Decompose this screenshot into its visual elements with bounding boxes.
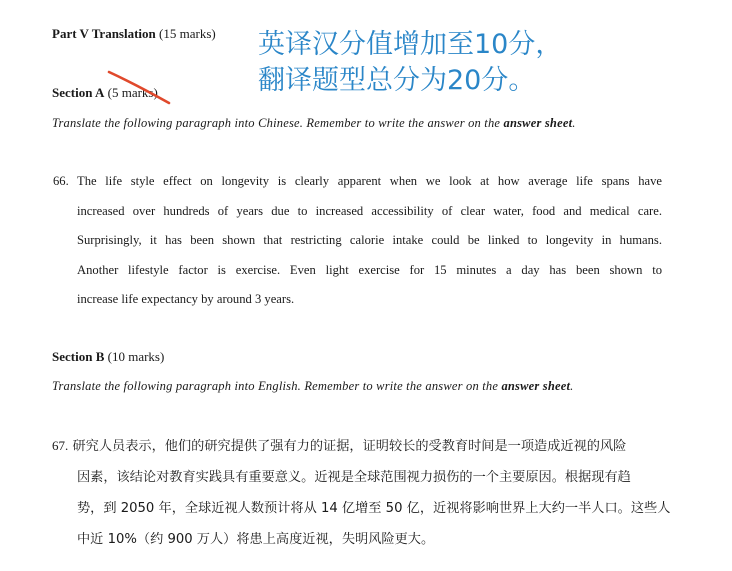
q67-line	[52, 430, 664, 462]
section-a-instruction-text: Translate the following paragraph into Chinese. Remember to write the answer on the	[52, 116, 501, 130]
q66-line: increase life expectancy by around 3 years.	[77, 292, 295, 306]
q67-line: 势，到 2050 年，全球近视人数预计将从 14 亿增至 50 亿，近视将影响世界上大约一半人口。这些人	[77, 501, 671, 516]
annotation-line-1: 英译汉分值增加至10分，	[258, 29, 563, 60]
q67-line: 因素，该结论对教育实践具有重要意义。近视是全球范围视力损伤的一个主要原因。根据现有趋	[77, 470, 631, 485]
section-a-answer-sheet: answer sheet	[503, 116, 573, 130]
q66-line: increased over hundreds of years due to increased accessibility of clear water, food and medical care.	[77, 203, 662, 218]
q66-line: Surprisingly, it has been shown that restricting calorie intake could be linked to longevity in humans.	[77, 233, 662, 247]
section-b-title	[52, 349, 164, 365]
section-b-marks: (10 marks)	[107, 349, 165, 364]
section-a-marks: (5 marks)	[107, 85, 158, 100]
part-title-label: Part V Translation	[52, 26, 156, 41]
annotation-line-2: 翻译题型总分为20分。	[258, 65, 536, 96]
q67-line: 中近 10%（约 900 万人）将患上高度近视，失明风险更大。	[77, 532, 435, 547]
question-67	[52, 430, 671, 555]
section-a-label: Section A	[52, 85, 105, 100]
part-title	[52, 26, 216, 42]
question-66	[53, 167, 662, 315]
strike-mark	[105, 66, 175, 108]
q66-line: The life style effect on longevity is clearly apparent when we look at how average life spans have	[77, 174, 662, 188]
section-b-answer-sheet: answer sheet	[501, 379, 571, 393]
section-b-instruction-end: .	[570, 379, 574, 393]
annotation-note	[258, 27, 562, 99]
question-66-number: 66.	[53, 174, 69, 188]
section-b-instruction	[52, 379, 574, 394]
section-a-instruction-end: .	[572, 116, 576, 130]
question-67-number: 67.	[52, 438, 69, 453]
q66-line: Another lifestyle factor is exercise. Even light exercise for 15 minutes a day has been shown to	[77, 262, 662, 277]
part-marks: (15 marks)	[159, 26, 216, 41]
section-b-instruction-text: Translate the following paragraph into English. Remember to write the answer on the	[52, 379, 499, 393]
section-a-instruction	[52, 116, 576, 131]
section-b-label: Section B	[52, 349, 105, 364]
q67-line-text: 研究人员表示，他们的研究提供了强有力的证据，证明较长的受教育时间是一项造成近视的风险	[72, 439, 627, 454]
